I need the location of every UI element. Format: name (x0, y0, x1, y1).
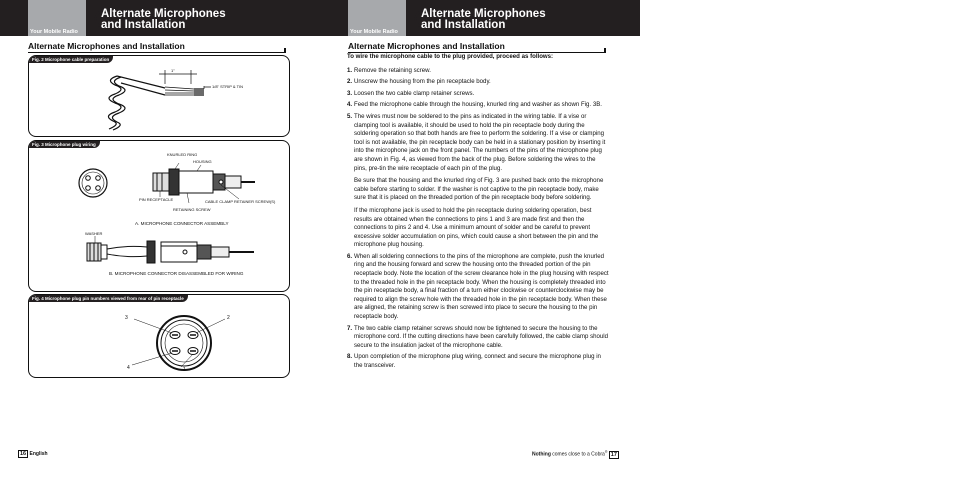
figure-caption: Fig. 2 Microphone cable preparation (29, 56, 113, 63)
section-tab-label: Your Mobile Radio (30, 29, 78, 35)
page-number: 16 (20, 451, 27, 457)
label-retaining-screw: RETAINING SCREW (173, 207, 211, 212)
section-tab (28, 0, 86, 36)
figure-cable-preparation (28, 55, 290, 137)
dim-label-strip-tin: 1/8" STRIP & TIN (212, 84, 244, 89)
right-page (320, 0, 640, 477)
figure-caption: Fig. 3 Microphone plug wiring (29, 141, 100, 148)
step-1: 1. Remove the retaining screw. (347, 66, 431, 74)
step-5: 5. The wires must now be soldered to the pins as indicated in the wiring table. If a vise or clamping tool is available, it should be used to hold the pin receptacle body during the soldering operation so that both hands are free to perform the soldering. If a vise or clamping tool is not available, the pin receptacle body can be held in a stationary position by inserting it into the microphone jack on the front panel. The numbers of the pins of the microphone plug are shown in Fig. 4, as viewed from the back of the plug. Before soldering the wires to the pins, pre-tin the wire receptacle of each pin of the plug. Be sure that the housing and the knurled ring of Fig. 3 are pushed back onto the microphone cable before starting to solder. If the washer is not captive to the pin receptacle body, make sure that it is placed on the threaded portion of the pin receptacle body before soldering. If the microphone jack is used to hold the pin receptacle during soldering operation, best results are obtained when the connections to pins 1 and 3 are made first and then the connections to pins 2 and 4. Use a minimum amount of solder and be careful to prevent excessive solder accumulation on pins, which could cause a short between the pin and the microphone plug housing. (347, 113, 609, 250)
step-8: 8. Upon completion of the microphone plug wiring, connect and secure the microphone plug in the transceiver. (347, 353, 601, 369)
header-title: Alternate Microphones and Installation (421, 8, 546, 31)
figure-plug-wiring (28, 140, 290, 292)
page-header (0, 0, 320, 36)
step-5-paragraph: Be sure that the housing and the knurled ring of Fig. 3 are pushed back onto the microphone cable before starting to solder. If the washer is not captive to the pin receptacle body, make sure that it is placed on the threaded portion of the pin receptacle body before soldering. (354, 177, 604, 202)
page-footer (532, 450, 619, 459)
plug-wiring-diagram (29, 141, 289, 291)
pin-label-1: 1 (183, 367, 186, 373)
instructions-intro: To wire the microphone cable to the plug provided, proceed as follows: (347, 53, 554, 60)
step-4: 4. Feed the microphone cable through the housing, knurled ring and washer as shown Fig. 3B. (347, 101, 602, 109)
section-heading: Alternate Microphones and Installation (28, 41, 286, 53)
label-knurled-ring: KNURLED RING (167, 152, 198, 157)
connector-assembled (153, 169, 255, 195)
step-5-paragraph: The wires must now be soldered to the pins as indicated in the wiring table. If a vise or clamping tool is available, it should be used to hold the pin receptacle body during the soldering operation so that both hands are free to perform the soldering. If a vise or clamping tool is not available, the pin receptacle body can be held in a stationary position by inserting it into the microphone jack on the front panel. The numbers of the pins of the microphone plug are shown in Fig. 4, as viewed from the back of the plug. Before soldering the wires to the pins, pre-tin the wire receptacle of each pin of the plug. (354, 112, 606, 172)
footer-language: English (29, 451, 48, 457)
label-housing: HOUSING (193, 159, 212, 164)
footer-trademark: ® (604, 450, 608, 454)
section-heading: Alternate Microphones and Installation (348, 41, 606, 53)
pin-numbers-diagram (29, 295, 289, 377)
footer-tagline-bold: Nothing (532, 451, 551, 458)
left-page (0, 0, 320, 477)
page-header (320, 0, 640, 36)
dim-label-one-inch: 1" (171, 68, 175, 73)
section-tab-label: Your Mobile Radio (350, 29, 398, 35)
plug-front-view (79, 169, 107, 197)
cable-preparation-diagram (29, 56, 289, 136)
instructions (347, 53, 609, 374)
section-tab (348, 0, 406, 36)
label-assembly-a: A. MICROPHONE CONNECTOR ASSEMBLY (135, 221, 229, 226)
label-cable-clamp: CABLE CLAMP RETAINER SCREW(S) (205, 199, 276, 204)
step-2: 2. Unscrew the housing from the pin receptacle body. (347, 78, 491, 86)
connector-disassembled (87, 241, 254, 263)
figure-pin-numbers (28, 294, 290, 378)
step-7: 7. The two cable clamp retainer screws should now be tightened to secure the housing to the microphone cord. If the cutting directions have been carefully followed, the cable clamp should secure to the insulation jacket of the microphone cable. (347, 324, 609, 349)
pin-label-3: 3 (125, 315, 128, 321)
page-footer (18, 450, 48, 458)
step-5-paragraph: If the microphone jack is used to hold the pin receptacle during soldering operation, best results are obtained when the connections to pins 1 and 3 are made first and then the connections to pins 2 and 4. Use a minimum amount of solder and be careful to prevent excessive solder accumulation on pins, which could cause a short between the pin and the microphone plug housing. (354, 206, 599, 249)
header-title: Alternate Microphones and Installation (101, 8, 226, 31)
label-washer: WASHER (85, 231, 103, 236)
footer-tagline: comes close to a Cobra (550, 451, 605, 458)
step-3: 3. Loosen the two cable clamp retainer screws. (347, 89, 475, 97)
label-pin-receptacle: PIN RECEPTACLE (139, 197, 174, 202)
label-assembly-b: B. MICROPHONE CONNECTOR DISASSEMBLED FOR WIRING (109, 271, 244, 276)
figure-caption: Fig. 4 Microphone plug pin numbers viewed from rear of pin receptacle (29, 295, 188, 302)
page-number: 17 (610, 451, 617, 458)
pin-label-4: 4 (127, 365, 130, 371)
pin-label-2: 2 (227, 315, 230, 321)
step-6: 6. When all soldering connections to the pins of the microphone are complete, push the knurled ring and the housing forward and screw the housing onto the threaded portion of the pin receptacle body. Note the location of the screw clearance hole in the plug housing with respect to the threaded hole in the pin receptacle body. When the housing is completely threaded into the pin receptacle body, a final fraction of a turn either clockwise or counterclockwise may be required to align the screw hole with the threaded hole in the pin receptacle body. When these are aligned, the retaining screw is then screwed into place to secure the housing to the pin receptacle body. (347, 252, 609, 321)
